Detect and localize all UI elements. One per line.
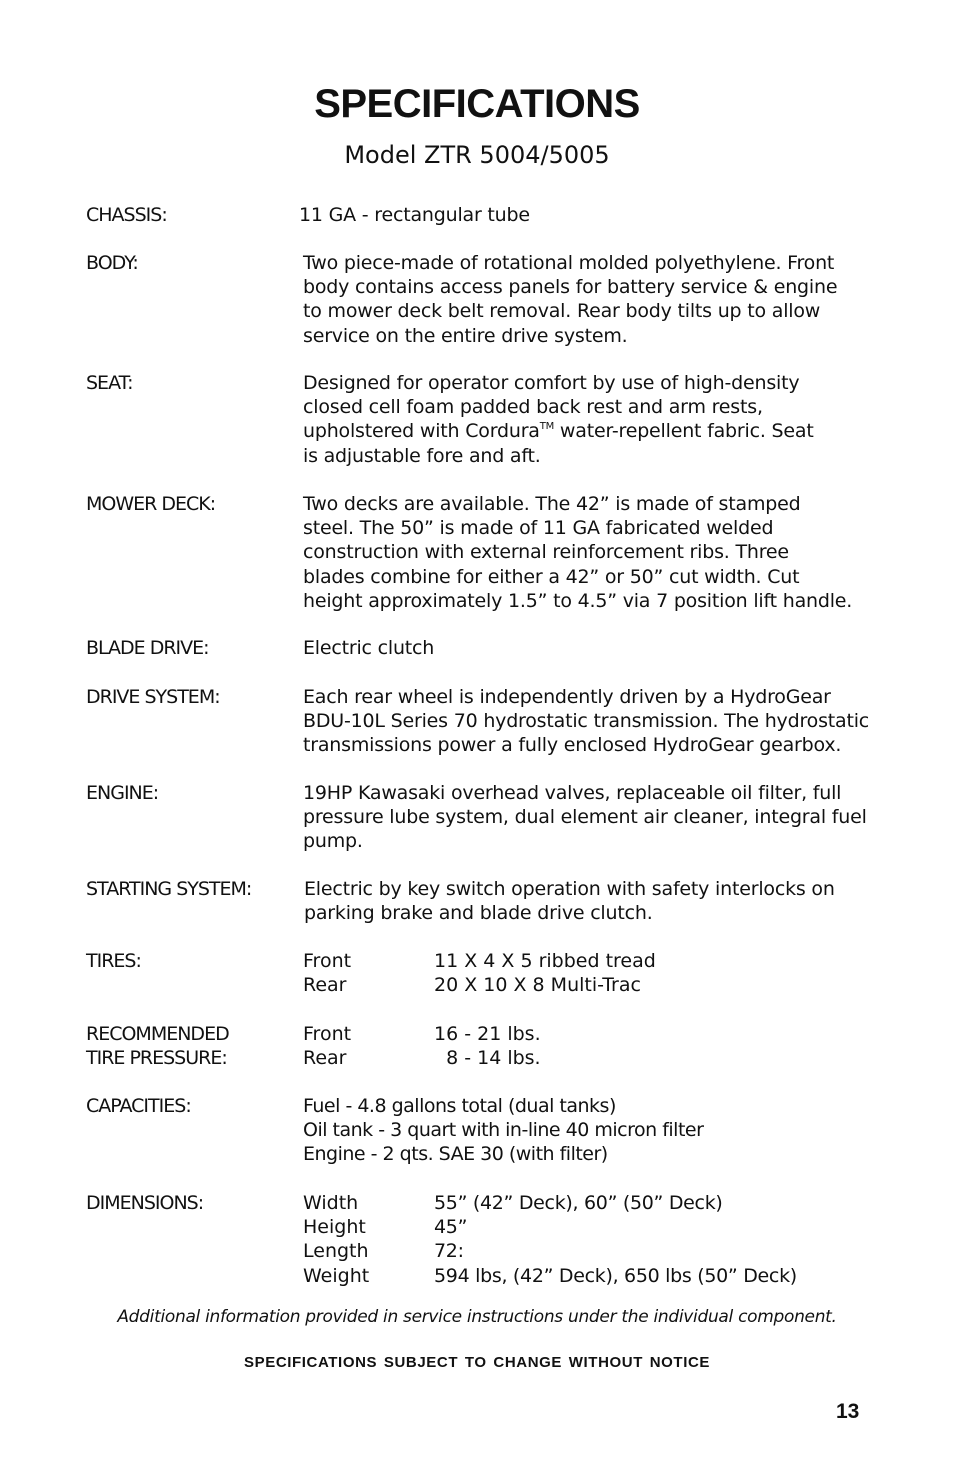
spec-label-dimensions: DIMENSIONS: xyxy=(86,1192,204,1214)
spec-line: BDU-10L Series 70 hydrostatic transmission. The hydrostatic xyxy=(303,710,870,733)
spec-line: 19HP Kawasaki overhead valves, replaceable oil filter, full xyxy=(303,782,842,804)
spec-line: Two decks are available. The 42” is made of stamped xyxy=(303,493,801,515)
tire-size: 20 X 10 X 8 Multi-Trac xyxy=(434,974,641,997)
spec-label-chassis: CHASSIS: xyxy=(86,204,167,226)
tire-position: Rear xyxy=(303,1047,347,1070)
spec-line: pressure lube system, dual element air cleaner, integral fuel xyxy=(303,806,867,829)
spec-label-blade-drive: BLADE DRIVE: xyxy=(86,637,209,659)
spec-line: Engine - 2 qts. SAE 30 (with filter) xyxy=(303,1143,608,1166)
spec-value-starting-system xyxy=(304,877,835,925)
tire-position: Front xyxy=(303,950,352,972)
page-title: SPECIFICATIONS xyxy=(314,82,640,126)
tire-size: 11 X 4 X 5 ribbed tread xyxy=(434,950,656,972)
dimension-name: Height xyxy=(303,1216,366,1239)
spec-line: to mower deck belt removal. Rear body tilts up to allow xyxy=(303,300,821,323)
page-subtitle: Model ZTR 5004/5005 xyxy=(344,141,610,169)
spec-line: body contains access panels for battery service & engine xyxy=(303,276,838,299)
spec-line: parking brake and blade drive clutch. xyxy=(304,902,653,925)
spec-label-seat: SEAT: xyxy=(86,372,133,394)
dimension-name-column xyxy=(303,1191,369,1288)
spec-label-tires: TIRES: xyxy=(86,950,141,972)
pressure-value-column xyxy=(434,1022,541,1070)
spec-line: 11 GA - rectangular tube xyxy=(299,204,530,226)
tire-position-column xyxy=(303,949,351,997)
pressure-position-column xyxy=(303,1022,351,1070)
spec-line: Fuel - 4.8 gallons total (dual tanks) xyxy=(303,1095,616,1117)
dimension-value: 594 lbs, (42” Deck), 650 lbs (50” Deck) xyxy=(434,1264,797,1287)
spec-value-mower-deck xyxy=(303,492,852,613)
spec-line: blades combine for either a 42” or 50” cut width. Cut xyxy=(303,565,800,588)
tire-size-column xyxy=(434,949,656,997)
spec-line: Each rear wheel is independently driven by a HydroGear xyxy=(303,686,831,708)
spec-line: Electric clutch xyxy=(303,637,435,659)
spec-label-tire-pressure: TIRE PRESSURE: xyxy=(86,1047,227,1069)
spec-line: Oil tank - 3 quart with in-line 40 micron filter xyxy=(303,1119,704,1142)
spec-line xyxy=(303,419,814,443)
spec-value-blade-drive xyxy=(303,636,434,660)
tire-pressure-value: 8 - 14 lbs. xyxy=(434,1047,541,1070)
spec-line: pump. xyxy=(303,830,363,853)
spec-label-drive-system: DRIVE SYSTEM: xyxy=(86,686,220,708)
page-number: 13 xyxy=(836,1400,860,1423)
spec-line-part: upholstered with Cordura xyxy=(303,420,540,443)
footnote: Additional information provided in service instructions under the individual component. xyxy=(117,1307,837,1327)
dimension-value-column xyxy=(434,1191,797,1288)
spec-line: transmissions power a fully enclosed HydroGear gearbox. xyxy=(303,734,842,757)
dimension-name: Width xyxy=(303,1192,359,1214)
spec-label-recommended: RECOMMENDED xyxy=(86,1023,229,1045)
spec-line: construction with external reinforcement ribs. Three xyxy=(303,541,789,564)
tire-pressure-value: 16 - 21 lbs. xyxy=(434,1023,541,1045)
spec-line: Designed for operator comfort by use of high-density xyxy=(303,372,800,394)
dimension-value: 55” (42” Deck), 60” (50” Deck) xyxy=(434,1192,723,1214)
spec-label-capacities: CAPACITIES: xyxy=(86,1095,191,1117)
spec-label-body: BODY: xyxy=(86,252,138,274)
tire-position: Rear xyxy=(303,974,347,997)
spec-value-capacities xyxy=(303,1094,703,1167)
spec-label-engine: ENGINE: xyxy=(86,782,159,804)
spec-value-drive-system xyxy=(303,685,869,758)
tire-position: Front xyxy=(303,1023,352,1045)
spec-line: service on the entire drive system. xyxy=(303,324,628,347)
spec-value-engine xyxy=(303,781,867,854)
spec-line: steel. The 50” is made of 11 GA fabricated welded xyxy=(303,517,774,540)
dimension-value: 72: xyxy=(434,1240,464,1263)
spec-line: Electric by key switch operation with safety interlocks on xyxy=(304,878,835,900)
dimension-name: Weight xyxy=(303,1264,370,1287)
spec-line: height approximately 1.5” to 4.5” via 7 position lift handle. xyxy=(303,589,853,612)
dimension-name: Length xyxy=(303,1240,369,1263)
spec-line: is adjustable fore and aft. xyxy=(303,444,541,467)
trademark-symbol: TM xyxy=(539,421,555,433)
spec-value-chassis xyxy=(299,203,530,227)
change-notice: SPECIFICATIONS SUBJECT TO CHANGE WITHOUT NOTICE xyxy=(244,1354,710,1371)
spec-label-starting-system: STARTING SYSTEM: xyxy=(86,878,252,900)
dimension-value: 45” xyxy=(434,1216,468,1239)
spec-line: Two piece-made of rotational molded polyethylene. Front xyxy=(303,252,835,274)
spec-label-mower-deck: MOWER DECK: xyxy=(86,493,216,515)
spec-value-body xyxy=(303,251,837,348)
spec-line-part: water-repellent fabric. Seat xyxy=(554,420,814,443)
spec-line: closed cell foam padded back rest and arm rests, xyxy=(303,396,763,419)
spec-value-seat xyxy=(303,371,814,468)
